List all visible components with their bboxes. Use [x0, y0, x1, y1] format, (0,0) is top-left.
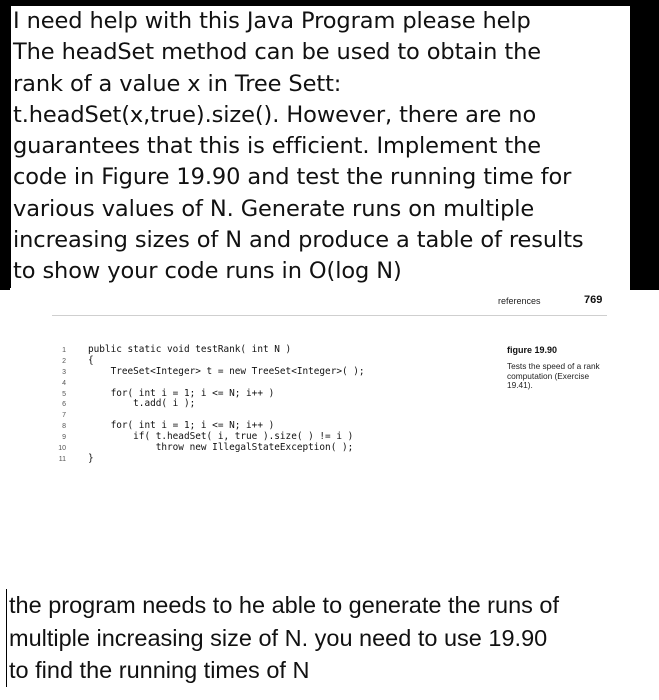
page-header-label: references: [498, 296, 541, 306]
line-number: 9: [62, 434, 66, 442]
question-line: various values of N. Generate runs on multiple: [10, 194, 630, 225]
line-number: 10: [58, 445, 66, 453]
question-line: The headSet method can be used to obtain the: [10, 37, 630, 68]
figure-title: figure 19.90: [507, 345, 558, 355]
question-line: I need help with this Java Program please help: [10, 6, 630, 37]
question-line: t.headSet(x,true).size(). However, there are no: [10, 100, 630, 131]
line-number: 3: [62, 368, 66, 376]
note-text: [6, 589, 656, 687]
header-divider: [52, 315, 607, 316]
question-line: to show your code runs in O(log N): [10, 256, 630, 287]
code-text: TreeSet<Integer> t = new TreeSet<Integer>( );: [88, 365, 365, 377]
figure-description: Tests the speed of a rank computation (Exercise 19.41).: [507, 361, 600, 391]
question-line: guarantees that this is efficient. Implement the: [10, 131, 630, 162]
code-text: t.add( i );: [88, 398, 196, 410]
code-line: [52, 454, 472, 465]
note-line: multiple increasing size of N. you need to use 19.90: [6, 622, 656, 655]
note-line: to find the running times of N: [6, 654, 656, 687]
code-text: throw new IllegalStateException( );: [88, 442, 354, 454]
code-text: for( int i = 1; i <= N; i++ ): [88, 387, 275, 399]
code-text: for( int i = 1; i <= N; i++ ): [88, 420, 275, 432]
note-line: the program needs to he able to generate the runs of: [6, 589, 656, 622]
code-line: [52, 443, 472, 454]
code-text: public static void testRank( int N ): [88, 344, 292, 355]
question-line: rank of a value x in Tree Sett:: [10, 69, 630, 100]
line-number: 4: [62, 379, 66, 387]
code-listing: [52, 345, 472, 465]
code-line: [52, 345, 472, 356]
question-line: increasing sizes of N and produce a table of results: [10, 225, 630, 256]
line-number: 6: [62, 401, 66, 409]
line-number: 2: [62, 357, 66, 365]
code-text: }: [88, 452, 94, 464]
line-number: 7: [62, 412, 66, 420]
code-line: [52, 367, 472, 378]
code-text: {: [88, 354, 94, 366]
page-number: 769: [584, 294, 603, 306]
code-text: if( t.headSet( i, true ).size( ) != i ): [88, 431, 354, 443]
line-number: 1: [62, 347, 66, 354]
question-text: [10, 6, 630, 288]
line-number: 8: [62, 423, 66, 431]
code-line: [52, 399, 472, 410]
line-number: 5: [62, 390, 66, 398]
figure-caption: [507, 345, 617, 391]
line-number: 11: [58, 455, 66, 463]
question-line: code in Figure 19.90 and test the running time for: [10, 162, 630, 193]
